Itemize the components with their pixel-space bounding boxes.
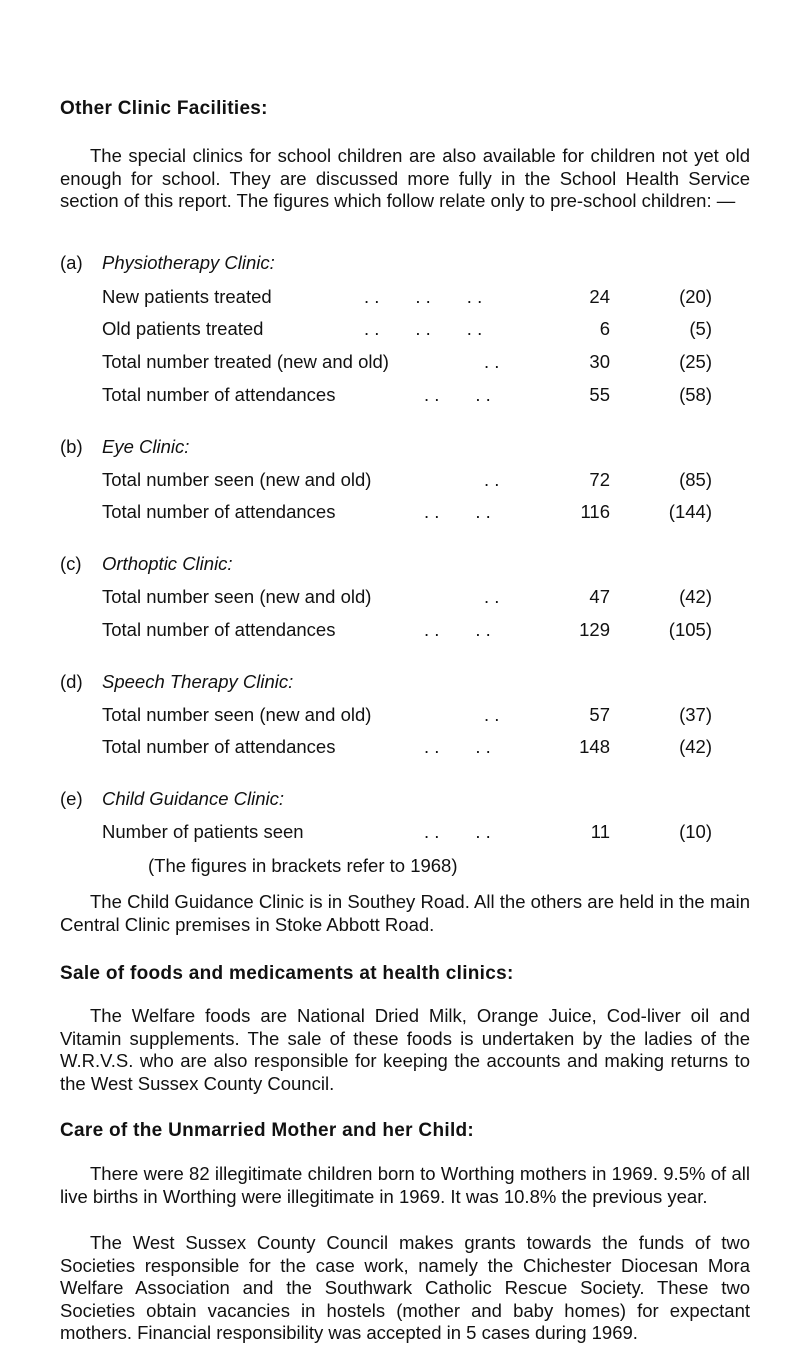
section-b-label [60,436,189,458]
row-label: Total number treated (new and old) [102,351,389,372]
row-leader-dots: . . . . . . [364,286,483,307]
section-letter: (a) [60,252,83,273]
row-leader-dots: . . . . [424,619,491,640]
section-title: Eye Clinic: [102,436,190,457]
section-d-label [60,671,293,693]
row-previous-value: (25) [679,351,712,372]
row-previous-value: (37) [679,704,712,725]
section-letter: (c) [60,553,82,574]
row-label: New patients treated [102,286,272,307]
section-title: Orthoptic Clinic: [102,553,233,574]
row-previous-value: (42) [679,586,712,607]
row-label: Total number seen (new and old) [102,469,372,490]
table-row [102,469,750,491]
row-label: Old patients treated [102,318,264,339]
heading-unmarried-mother: Care of the Unmarried Mother and her Child: [60,1120,475,1141]
row-leader-dots: . . [484,704,500,725]
row-label: Total number of attendances [102,384,336,405]
row-previous-value: (20) [679,286,712,307]
row-value: 148 [579,736,610,757]
row-value: 24 [589,286,610,307]
table-row [102,318,750,340]
table-row [102,286,750,308]
row-label: Total number seen (new and old) [102,586,372,607]
row-value: 55 [589,384,610,405]
table-row [102,821,750,843]
section-title: Physiotherapy Clinic: [102,252,275,273]
row-leader-dots: . . . . [424,384,491,405]
row-value: 72 [589,469,610,490]
row-value: 129 [579,619,610,640]
section-c-label [60,553,233,575]
table-row [102,704,750,726]
section-letter: (e) [60,788,83,809]
heading-sale-of-foods: Sale of foods and medicaments at health clinics: [60,963,514,984]
section-letter: (d) [60,671,83,692]
section-e-label [60,788,284,810]
table-row [102,384,750,406]
row-leader-dots: . . . . [424,821,491,842]
row-value: 57 [589,704,610,725]
care-paragraph-2: The West Sussex County Council makes grants towards the funds of two Societies responsible for the case work, namely the Chichester Diocesan Mora Welfare Association and the Southwark Catholic Rescue Society. These two Societies obtain vacancies in hostels (mother and baby homes) for expectant mothers. Financial responsibility was accepted in 5 cases during 1969. [60,1232,750,1343]
row-previous-value: (58) [679,384,712,405]
row-value: 116 [580,501,610,522]
section-title: Speech Therapy Clinic: [102,671,294,692]
row-value: 6 [599,318,610,339]
row-previous-value: (42) [679,736,712,757]
bracket-note: (The figures in brackets refer to 1968) [148,855,458,876]
row-leader-dots: . . . . [424,501,491,522]
row-label: Total number of attendances [102,501,336,522]
row-leader-dots: . . [484,469,500,490]
row-label: Total number of attendances [102,619,336,640]
table-row [102,736,750,758]
row-previous-value: (10) [679,821,712,842]
table-row [102,619,750,641]
section-a-label [60,252,275,274]
table-row [102,351,750,373]
row-value: 11 [590,821,610,842]
table-row [102,586,750,608]
intro-paragraph: The special clinics for school children are also available for children not yet old enough for school. They are discussed more fully in the School Health Service section of this report. The figures which follow relate only to pre-school children: — [60,145,750,211]
row-leader-dots: . . [484,586,500,607]
table-row [102,501,750,523]
row-previous-value: (105) [668,619,712,640]
section-letter: (b) [60,436,83,457]
heading-other-clinic-facilities: Other Clinic Facilities: [60,98,268,119]
row-previous-value: (5) [689,318,712,339]
row-label: Number of patients seen [102,821,304,842]
row-leader-dots: . . . . . . [364,318,483,339]
row-leader-dots: . . [484,351,500,372]
care-paragraph-1: There were 82 illegitimate children born to Worthing mothers in 1969. 9.5% of all live births in Worthing were illegitimate in 1969. It was 10.8% the previous year. [60,1163,750,1207]
row-value: 47 [589,586,610,607]
row-leader-dots: . . . . [424,736,491,757]
row-value: 30 [589,351,610,372]
row-previous-value: (85) [679,469,712,490]
row-previous-value: (144) [668,501,712,522]
sale-paragraph: The Welfare foods are National Dried Milk, Orange Juice, Cod-liver oil and Vitamin supplements. The sale of these foods is undertaken by the ladies of the W.R.V.S. who are also responsible for keeping the accounts and making returns to the West Sussex County Council. [60,1005,750,1094]
section-title: Child Guidance Clinic: [102,788,285,809]
row-label: Total number seen (new and old) [102,704,372,725]
child-guidance-paragraph: The Child Guidance Clinic is in Southey Road. All the others are held in the main Central Clinic premises in Stoke Abbott Road. [60,891,750,935]
row-label: Total number of attendances [102,736,336,757]
